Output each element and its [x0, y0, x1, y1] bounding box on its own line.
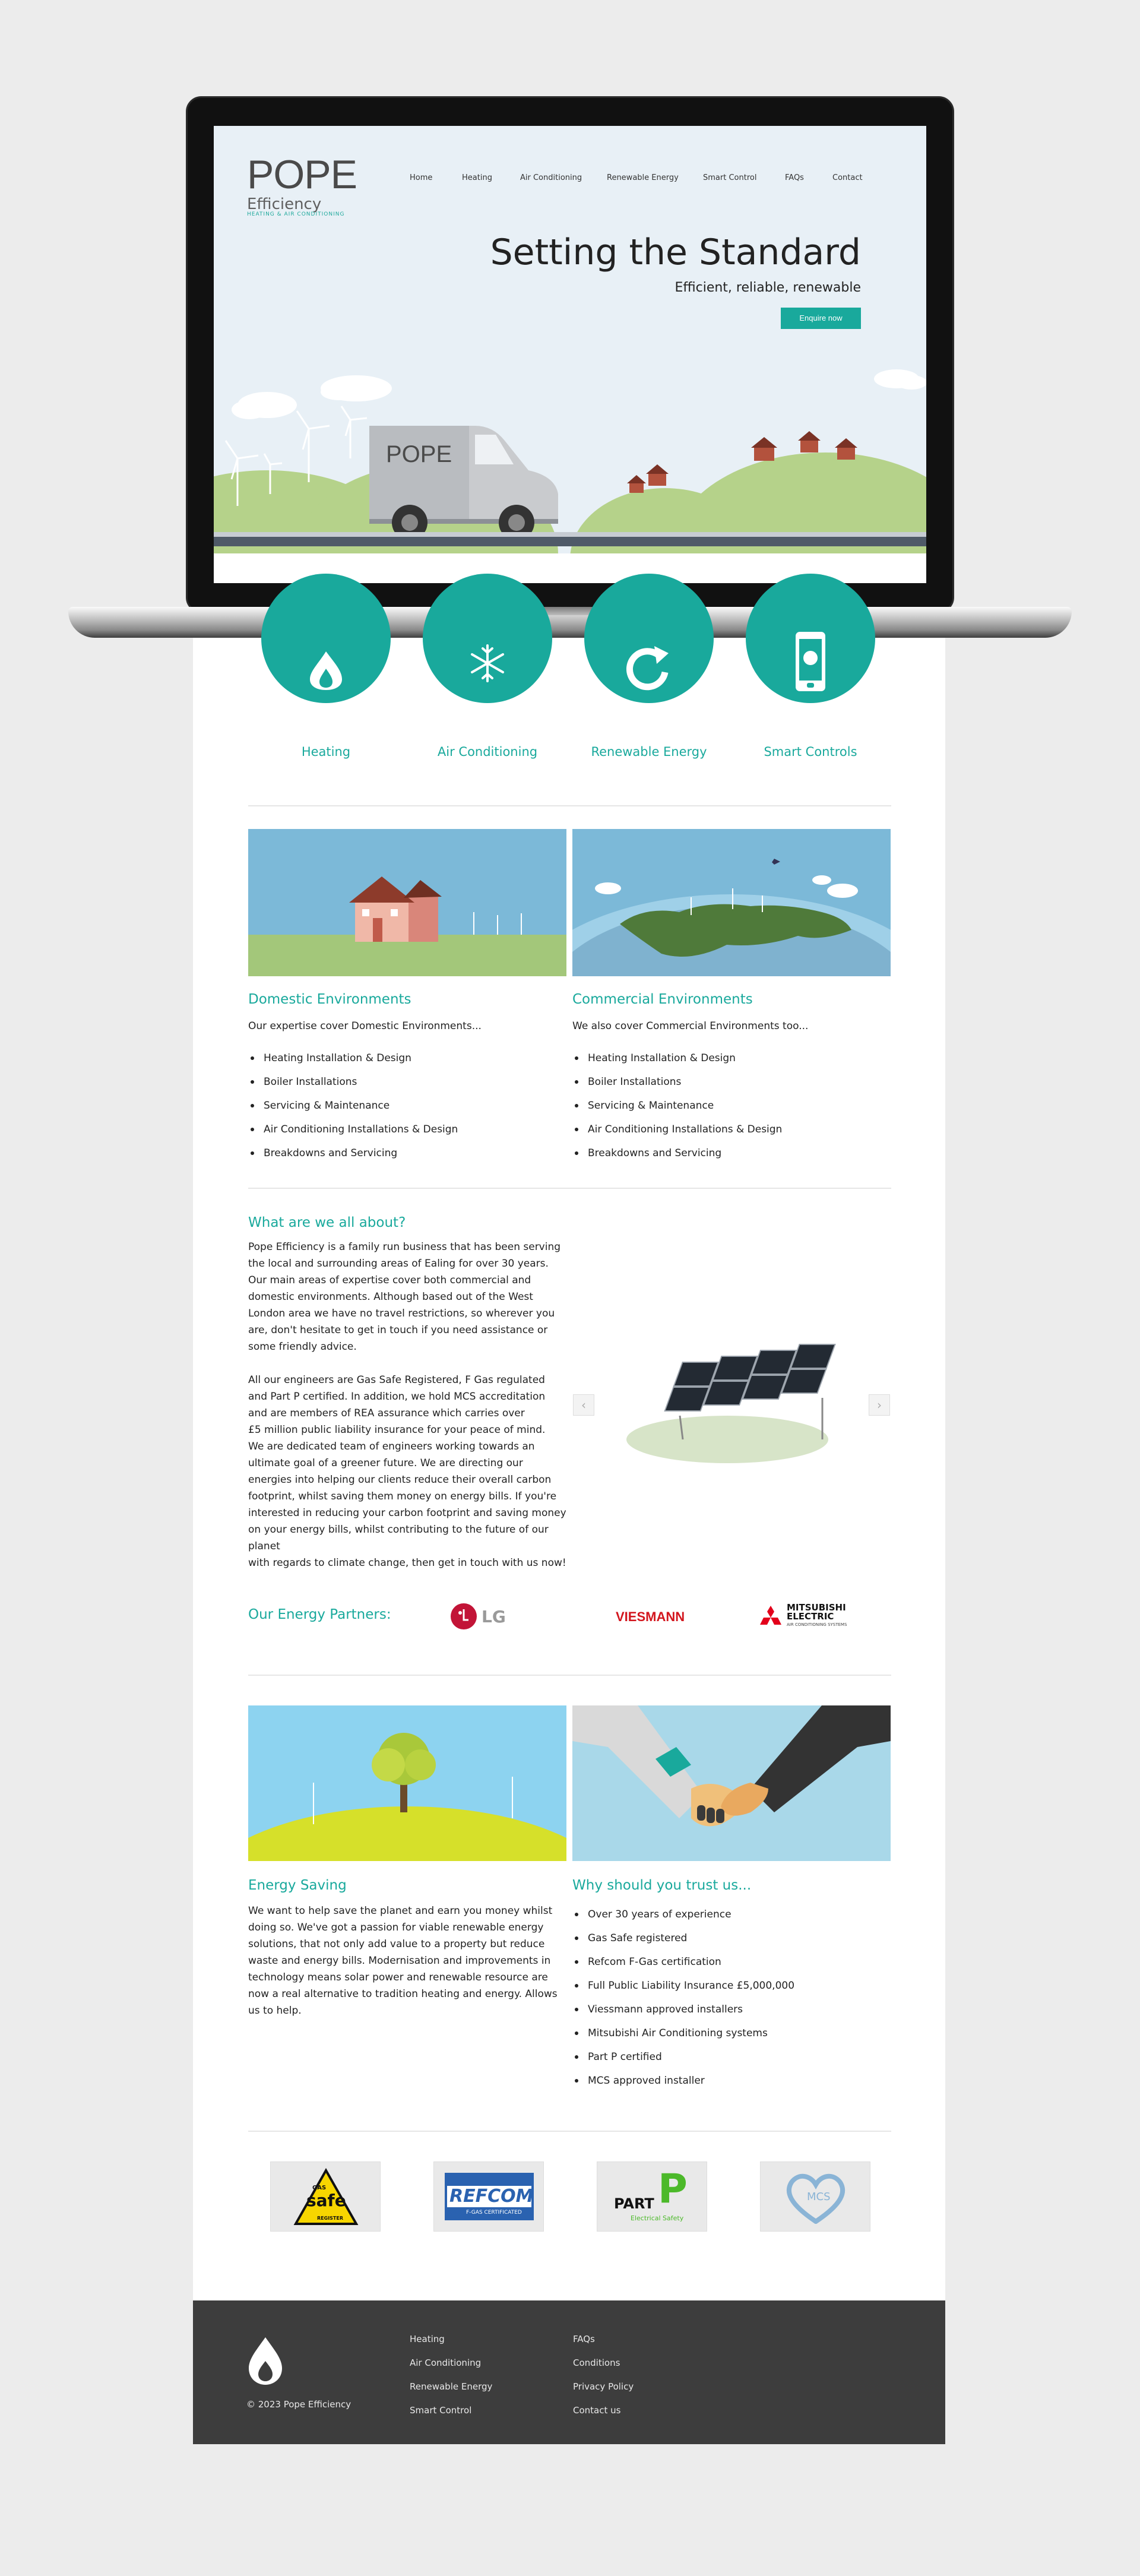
footer-copyright: © 2023 Pope Efficiency [246, 2399, 352, 2410]
nav-renewable-energy[interactable]: Renewable Energy [607, 173, 679, 182]
list-item: Heating Installation & Design [248, 1046, 458, 1070]
refcom-sub: F-GAS CERTIFICATED [466, 2210, 522, 2216]
snowflake-icon [467, 643, 508, 684]
service-label-smart-controls[interactable]: Smart Controls [764, 745, 857, 759]
part-p-letter: P [658, 2166, 688, 2213]
part-p-label: PART [614, 2195, 654, 2212]
gas-safe-word: safe [306, 2191, 346, 2210]
hero-section [214, 126, 926, 553]
service-smart-controls[interactable] [746, 574, 875, 703]
text-line: the local and surrounding areas of Ealing for over 30 years. [248, 1258, 549, 1270]
list-item: Viessmann approved installers [572, 1998, 794, 2021]
text-line: All our engineers are Gas Safe Registered, F Gas regulated [248, 1374, 545, 1386]
partner-mitsubishi-tagline: AIR CONDITIONING SYSTEMS [787, 1622, 847, 1627]
part-p-sub: Electrical Safety [631, 2214, 684, 2222]
list-item: Boiler Installations [248, 1070, 458, 1094]
text-line: now a real alternative to tradition heating and energy. Allows [248, 1988, 558, 2000]
enquire-now-button[interactable]: Enquire now [781, 308, 861, 329]
service-label-renewable-energy[interactable]: Renewable Energy [591, 745, 707, 759]
nav-contact[interactable]: Contact [832, 173, 863, 182]
service-renewable-energy[interactable] [584, 574, 714, 703]
divider [248, 2131, 891, 2132]
commercial-list [572, 1046, 782, 1165]
list-item: Servicing & Maintenance [572, 1094, 782, 1118]
road-edge [214, 532, 926, 537]
commercial-title: Commercial Environments [572, 992, 753, 1007]
text-line: Our main areas of expertise cover both commercial and [248, 1274, 531, 1286]
about-paragraph-2 [248, 1372, 581, 1571]
text-line: We are dedicated team of engineers working towards an [248, 1441, 535, 1452]
text-line: are, don't hesitate to get in touch if you need assistance or [248, 1324, 548, 1336]
list-item: Mitsubishi Air Conditioning systems [572, 2021, 794, 2045]
laptop-screen [214, 126, 926, 583]
footer-link[interactable]: Smart Control [410, 2405, 472, 2416]
cert-part-p [597, 2162, 707, 2232]
hero-subtitle: Efficient, reliable, renewable [674, 280, 861, 295]
list-item: MCS approved installer [572, 2069, 794, 2093]
refcom-word: REFCOM [449, 2186, 534, 2207]
divider [248, 1675, 891, 1676]
text-line: £5 million public liability insurance for your peace of mind. [248, 1424, 546, 1436]
refresh-icon [623, 643, 674, 694]
text-line: Pope Efficiency is a family run business that has been serving [248, 1241, 561, 1253]
list-item: Air Conditioning Installations & Design [572, 1118, 782, 1141]
about-paragraph-1 [248, 1239, 581, 1355]
text-line: us to help. [248, 2005, 302, 2017]
nav-faqs[interactable]: FAQs [785, 173, 804, 182]
trust-handshake-illustration [572, 1705, 891, 1861]
footer-link[interactable]: Conditions [573, 2357, 620, 2368]
domestic-illustration [248, 829, 566, 976]
text-line: and Part P certified. In addition, we hold MCS accreditation [248, 1391, 546, 1403]
text-line: with regards to climate change, then get in touch with us now! [248, 1557, 566, 1569]
service-heating[interactable] [261, 574, 391, 703]
partner-mitsubishi-electric: ELECTRIC [787, 1611, 834, 1622]
divider [248, 1188, 891, 1189]
flame-icon [305, 648, 347, 690]
carousel-prev-button[interactable]: ‹ [573, 1394, 594, 1416]
list-item: Gas Safe registered [572, 1926, 794, 1950]
solar-panel-image [609, 1321, 858, 1475]
footer-link[interactable]: Privacy Policy [573, 2381, 634, 2392]
partners-title: Our Energy Partners: [248, 1607, 391, 1622]
commercial-illustration [572, 829, 891, 976]
page-body [193, 638, 945, 2300]
list-item: Full Public Liability Insurance £5,000,000 [572, 1974, 794, 1998]
trust-title: Why should you trust us... [572, 1878, 752, 1893]
text-line: footprint, whilst saving them money on energy bills. If you're [248, 1490, 557, 1502]
logo-subtitle: Efficiency [247, 195, 322, 213]
hero-title: Setting the Standard [490, 232, 861, 273]
footer-link[interactable]: FAQs [573, 2334, 595, 2344]
nav-smart-control[interactable]: Smart Control [703, 173, 757, 182]
footer-link[interactable]: Contact us [573, 2405, 621, 2416]
text-line: ultimate goal of a greener future. We are directing our [248, 1457, 523, 1469]
domestic-title: Domestic Environments [248, 992, 411, 1007]
gas-safe-register: REGISTER [317, 2216, 344, 2221]
cert-mcs [760, 2162, 870, 2232]
list-item: Air Conditioning Installations & Design [248, 1118, 458, 1141]
cert-gas-safe [270, 2162, 381, 2232]
mcs-word: MCS [807, 2191, 831, 2203]
divider [248, 805, 891, 806]
list-item: Servicing & Maintenance [248, 1094, 458, 1118]
list-item: Boiler Installations [572, 1070, 782, 1094]
footer-flame-logo-icon[interactable] [246, 2335, 284, 2387]
text-line: London area we have no travel restrictions, so wherever you [248, 1308, 555, 1319]
list-item: Breakdowns and Servicing [248, 1141, 458, 1165]
list-item: Heating Installation & Design [572, 1046, 782, 1070]
energy-saving-illustration [248, 1705, 566, 1861]
gas-safe-label: GAS [312, 2185, 327, 2191]
text-line: domestic environments. Although based out of the West [248, 1291, 533, 1303]
energy-saving-text [248, 1903, 581, 2019]
text-line: energies into helping our clients reduce their overall carbon [248, 1474, 552, 1486]
text-line: solutions, that not only add value to a property but reduce [248, 1938, 545, 1950]
service-label-air-conditioning[interactable]: Air Conditioning [437, 745, 538, 759]
list-item: Over 30 years of experience [572, 1903, 794, 1926]
nav-heating[interactable]: Heating [462, 173, 492, 182]
nav-home[interactable]: Home [410, 173, 433, 182]
mitsubishi-diamonds-icon [759, 1605, 783, 1626]
road [214, 537, 926, 546]
text-line: We want to help save the planet and earn you money whilst [248, 1905, 553, 1917]
partner-lg: LG [482, 1607, 506, 1626]
text-line: waste and energy bills. Modernisation and improvements in [248, 1955, 551, 1967]
logo[interactable]: POPE [247, 152, 357, 197]
about-title: What are we all about? [248, 1215, 406, 1230]
energy-saving-title: Energy Saving [248, 1878, 347, 1893]
service-air-conditioning[interactable] [423, 574, 552, 703]
carousel-next-button[interactable]: › [869, 1394, 890, 1416]
logo-tagline: HEATING & AIR CONDITIONING [247, 211, 345, 217]
text-line: doing so. We've got a passion for viable renewable energy [248, 1922, 544, 1933]
smartphone-icon [794, 631, 826, 692]
commercial-intro: We also cover Commercial Environments too... [572, 1020, 809, 1032]
list-item: Part P certified [572, 2045, 794, 2069]
domestic-list [248, 1046, 458, 1165]
lg-logo-icon [449, 1602, 478, 1631]
trust-list [572, 1903, 794, 2093]
text-line: and are members of REA assurance which carries over [248, 1407, 525, 1419]
list-item: Refcom F-Gas certification [572, 1950, 794, 1974]
text-line: on your energy bills, whilst contributing to the future of our planet [248, 1524, 549, 1552]
main-nav [214, 173, 926, 191]
partner-mitsubishi: MITSUBISHI [787, 1602, 846, 1613]
service-label-heating[interactable]: Heating [301, 745, 351, 759]
footer [193, 2300, 945, 2444]
footer-link[interactable]: Renewable Energy [410, 2381, 493, 2392]
cert-refcom [433, 2162, 544, 2232]
domestic-intro: Our expertise cover Domestic Environments... [248, 1020, 482, 1032]
partner-viessmann: VIESMANN [616, 1609, 685, 1624]
footer-link[interactable]: Heating [410, 2334, 445, 2344]
footer-link[interactable]: Air Conditioning [410, 2357, 482, 2368]
text-line: technology means solar power and renewable resource are [248, 1971, 548, 1983]
van-logo-text: POPE [386, 441, 452, 467]
text-line: some friendly advice. [248, 1341, 357, 1353]
list-item: Breakdowns and Servicing [572, 1141, 782, 1165]
text-line: interested in reducing your carbon footprint and saving money [248, 1507, 566, 1519]
nav-air-conditioning[interactable]: Air Conditioning [520, 173, 582, 182]
